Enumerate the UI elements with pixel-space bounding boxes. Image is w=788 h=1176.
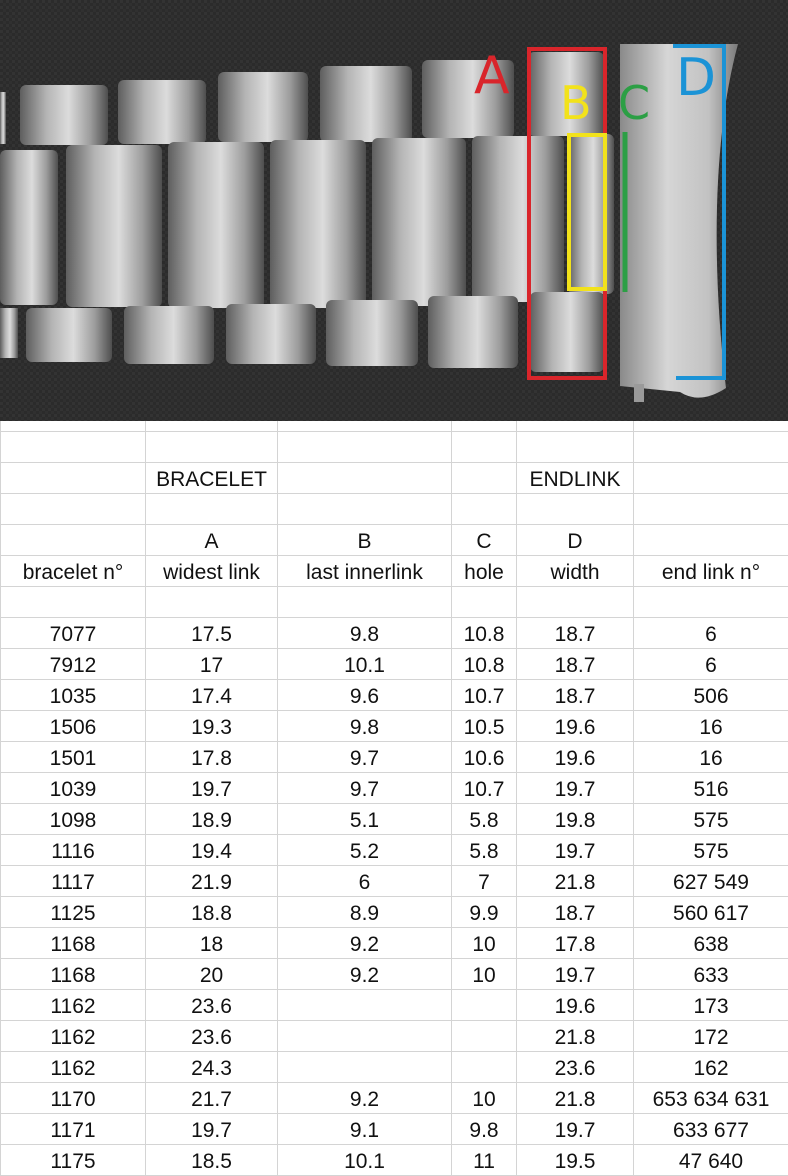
data-cell: 10 (452, 958, 517, 989)
data-cell: 1168 (1, 927, 146, 958)
empty-cell (1, 494, 146, 525)
data-cell: 5.1 (278, 803, 452, 834)
empty-cell (634, 421, 788, 432)
data-cell: 9.1 (278, 1113, 452, 1144)
table-row (1, 773, 788, 804)
empty-cell (278, 1051, 452, 1082)
data-cell: 1175 (1, 1144, 146, 1175)
blank-row (1, 494, 788, 525)
table-row (1, 742, 788, 773)
data-cell: 9.8 (278, 711, 452, 742)
column-header: width (517, 556, 634, 587)
data-cell: 16 (634, 711, 788, 742)
empty-cell (278, 587, 452, 618)
empty-cell (1, 587, 146, 618)
header-row (1, 556, 788, 587)
data-cell: 10.5 (452, 711, 517, 742)
data-cell: 23.6 (146, 1020, 278, 1051)
data-cell: 9.2 (278, 927, 452, 958)
empty-cell (634, 432, 788, 463)
data-cell: 7 (452, 865, 517, 896)
data-cell: 627 549 (634, 865, 788, 896)
column-letter: C (452, 525, 517, 556)
column-header: end link n° (634, 556, 788, 587)
label-d: D (676, 48, 717, 108)
label-b: B (560, 76, 592, 130)
empty-cell (452, 587, 517, 618)
data-cell: 506 (634, 680, 788, 711)
spacer-row (1, 421, 788, 432)
data-cell: 17.4 (146, 680, 278, 711)
empty-cell (452, 432, 517, 463)
empty-cell (278, 463, 452, 494)
data-cell: 9.2 (278, 1082, 452, 1113)
empty-cell (278, 494, 452, 525)
data-cell: 18.7 (517, 649, 634, 680)
data-cell: 1162 (1, 1020, 146, 1051)
empty-cell (146, 587, 278, 618)
data-cell: 633 677 (634, 1113, 788, 1144)
empty-cell (452, 494, 517, 525)
data-cell: 17.8 (517, 927, 634, 958)
data-cell: 19.7 (146, 1113, 278, 1144)
group-label-bracelet: BRACELET (146, 463, 278, 494)
data-cell: 1125 (1, 896, 146, 927)
data-cell: 10 (452, 1082, 517, 1113)
data-cell: 21.7 (146, 1082, 278, 1113)
empty-cell (146, 432, 278, 463)
data-cell: 5.8 (452, 834, 517, 865)
data-cell: 19.4 (146, 834, 278, 865)
empty-cell (1, 432, 146, 463)
empty-cell (146, 494, 278, 525)
data-cell: 10 (452, 927, 517, 958)
data-cell: 18.5 (146, 1144, 278, 1175)
data-cell: 1162 (1, 989, 146, 1020)
group-label-row (1, 463, 788, 494)
data-cell: 10.8 (452, 649, 517, 680)
data-cell: 19.3 (146, 711, 278, 742)
data-cell: 19.7 (517, 773, 634, 804)
data-cell: 1035 (1, 680, 146, 711)
data-cell: 6 (634, 649, 788, 680)
data-cell: 47 640 (634, 1144, 788, 1175)
data-cell: 9.6 (278, 680, 452, 711)
data-cell: 19.6 (517, 989, 634, 1020)
empty-cell (517, 432, 634, 463)
column-letter: A (146, 525, 278, 556)
data-cell: 18.7 (517, 618, 634, 649)
data-cell: 10.7 (452, 773, 517, 804)
table-row (1, 834, 788, 865)
column-letter: D (517, 525, 634, 556)
data-cell: 18 (146, 927, 278, 958)
data-cell: 10.6 (452, 742, 517, 773)
empty-cell (517, 494, 634, 525)
data-cell: 1170 (1, 1082, 146, 1113)
column-header: widest link (146, 556, 278, 587)
empty-cell (452, 421, 517, 432)
data-cell: 21.8 (517, 1082, 634, 1113)
empty-cell (452, 1051, 517, 1082)
data-cell: 20 (146, 958, 278, 989)
data-cell: 653 634 631 (634, 1082, 788, 1113)
empty-cell (1, 525, 146, 556)
data-cell: 7912 (1, 649, 146, 680)
table-row (1, 1082, 788, 1113)
data-cell: 10.1 (278, 1144, 452, 1175)
data-cell: 5.8 (452, 803, 517, 834)
empty-cell (634, 587, 788, 618)
group-label-endlink: ENDLINK (517, 463, 634, 494)
data-cell: 9.2 (278, 958, 452, 989)
blank-row (1, 432, 788, 463)
data-cell: 18.7 (517, 680, 634, 711)
data-cell: 516 (634, 773, 788, 804)
empty-cell (278, 989, 452, 1020)
empty-cell (278, 1020, 452, 1051)
data-cell: 9.7 (278, 742, 452, 773)
data-cell: 19.5 (517, 1144, 634, 1175)
column-header: hole (452, 556, 517, 587)
blank-row (1, 587, 788, 618)
data-cell: 1117 (1, 865, 146, 896)
empty-cell (278, 421, 452, 432)
empty-cell (1, 421, 146, 432)
data-cell: 172 (634, 1020, 788, 1051)
data-cell: 8.9 (278, 896, 452, 927)
table-row (1, 896, 788, 927)
data-cell: 19.7 (146, 773, 278, 804)
data-cell: 638 (634, 927, 788, 958)
table-row (1, 865, 788, 896)
data-cell: 21.9 (146, 865, 278, 896)
data-cell: 19.7 (517, 834, 634, 865)
data-cell: 1098 (1, 803, 146, 834)
data-cell: 11 (452, 1144, 517, 1175)
data-cell: 17 (146, 649, 278, 680)
data-cell: 24.3 (146, 1051, 278, 1082)
letter-row (1, 525, 788, 556)
empty-cell (278, 432, 452, 463)
data-cell: 9.8 (278, 618, 452, 649)
data-cell: 1501 (1, 742, 146, 773)
data-cell: 5.2 (278, 834, 452, 865)
data-cell: 173 (634, 989, 788, 1020)
data-cell: 10.1 (278, 649, 452, 680)
empty-cell (634, 494, 788, 525)
label-a: A (474, 46, 510, 106)
empty-cell (146, 421, 278, 432)
data-cell: 17.8 (146, 742, 278, 773)
data-cell: 18.9 (146, 803, 278, 834)
table-row (1, 680, 788, 711)
data-cell: 633 (634, 958, 788, 989)
column-letter: B (278, 525, 452, 556)
empty-cell (452, 1020, 517, 1051)
bracelet-photo (0, 0, 788, 421)
data-cell: 1506 (1, 711, 146, 742)
empty-cell (1, 463, 146, 494)
data-cell: 9.8 (452, 1113, 517, 1144)
data-cell: 21.8 (517, 865, 634, 896)
table-row (1, 1051, 788, 1082)
data-cell: 1171 (1, 1113, 146, 1144)
data-cell: 16 (634, 742, 788, 773)
data-cell: 21.8 (517, 1020, 634, 1051)
data-cell: 19.7 (517, 958, 634, 989)
table-row (1, 1144, 788, 1175)
data-cell: 19.7 (517, 1113, 634, 1144)
column-header: bracelet n° (1, 556, 146, 587)
table-row (1, 1113, 788, 1144)
data-cell: 162 (634, 1051, 788, 1082)
table-row (1, 1020, 788, 1051)
data-cell: 7077 (1, 618, 146, 649)
data-cell: 10.7 (452, 680, 517, 711)
empty-cell (452, 989, 517, 1020)
data-cell: 19.6 (517, 742, 634, 773)
empty-cell (634, 525, 788, 556)
table-row (1, 927, 788, 958)
column-header: last innerlink (278, 556, 452, 587)
data-cell: 19.8 (517, 803, 634, 834)
spring-bar (634, 384, 644, 402)
data-cell: 18.7 (517, 896, 634, 927)
data-cell: 1116 (1, 834, 146, 865)
data-cell: 23.6 (146, 989, 278, 1020)
data-cell: 9.7 (278, 773, 452, 804)
data-cell: 19.6 (517, 711, 634, 742)
data-cell: 10.8 (452, 618, 517, 649)
data-cell: 1162 (1, 1051, 146, 1082)
data-cell: 23.6 (517, 1051, 634, 1082)
data-cell: 9.9 (452, 896, 517, 927)
empty-cell (517, 587, 634, 618)
data-cell: 17.5 (146, 618, 278, 649)
table-row (1, 958, 788, 989)
label-c: C (618, 76, 651, 130)
table-row (1, 711, 788, 742)
empty-cell (517, 421, 634, 432)
table-row (1, 649, 788, 680)
table-row (1, 989, 788, 1020)
data-cell: 18.8 (146, 896, 278, 927)
table-row (1, 618, 788, 649)
data-cell: 1039 (1, 773, 146, 804)
data-cell: 575 (634, 803, 788, 834)
empty-cell (634, 463, 788, 494)
data-cell: 560 617 (634, 896, 788, 927)
data-cell: 6 (634, 618, 788, 649)
empty-cell (452, 463, 517, 494)
data-cell: 575 (634, 834, 788, 865)
data-cell: 6 (278, 865, 452, 896)
measurement-table (0, 421, 788, 1176)
table-row (1, 803, 788, 834)
data-cell: 1168 (1, 958, 146, 989)
